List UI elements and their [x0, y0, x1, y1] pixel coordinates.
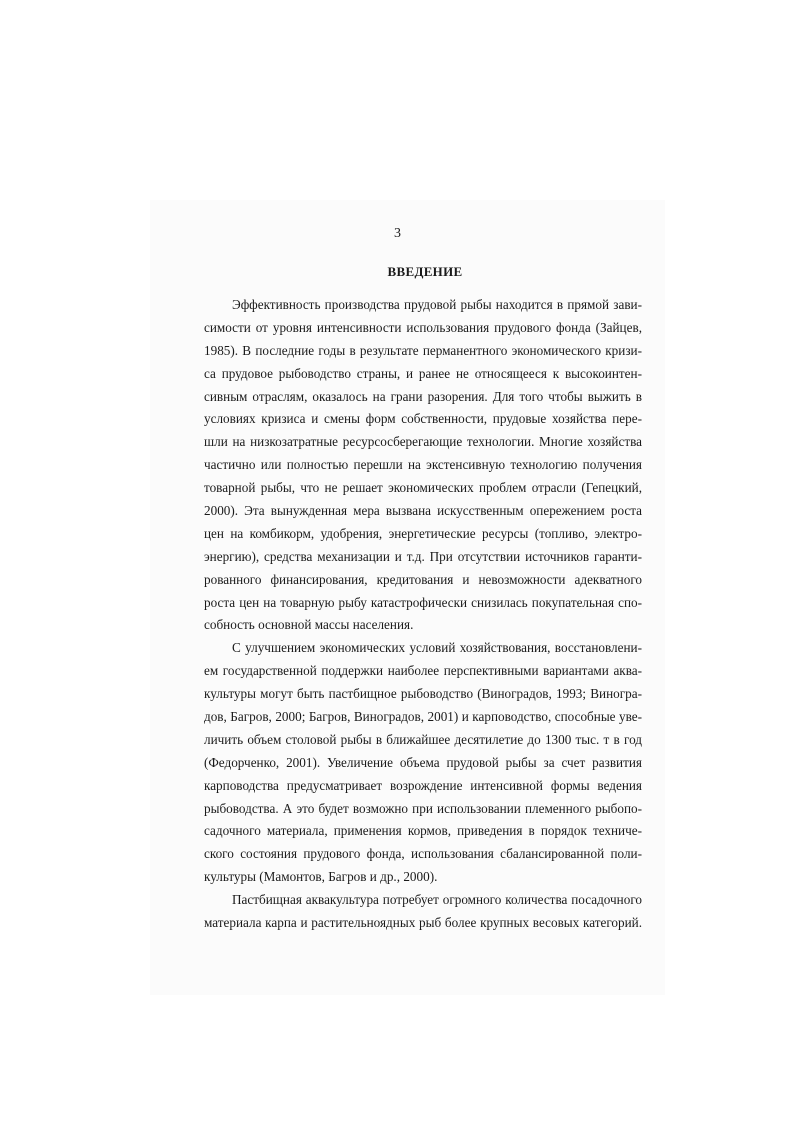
paragraph-1-line: рованного финансирования, кредитования и невозможности адекватного — [204, 571, 642, 587]
paragraph-1-line: роста цен на товарную рыбу катастрофически снизилась покупательная спо- — [204, 594, 642, 610]
paragraph-2-line: садочного материала, применения кормов, приведения в порядок техниче- — [204, 823, 642, 839]
section-heading: ВВЕДЕНИЕ — [387, 264, 463, 279]
paragraph-3-line: Пастбищная аквакультура потребует огромного количества посадочного — [232, 892, 642, 908]
paragraph-2-line: ем государственной поддержки наиболее перспективными вариантами аква- — [204, 663, 642, 679]
paragraph-2-line: культуры (Мамонтов, Багров и др., 2000). — [204, 869, 438, 885]
paragraph-1-line: 2000). Эта вынужденная мера вызвана искусственным опережением роста — [204, 503, 642, 519]
paragraph-3-line: материала карпа и растительноядных рыб более крупных весовых категорий. — [204, 915, 642, 931]
paragraph-1-line: Эффективность производства прудовой рыбы находится в прямой зави- — [232, 297, 642, 312]
paragraph-2-line: личить объем столовой рыбы в ближайшее десятилетие до 1300 тыс. т в год — [204, 731, 642, 747]
paragraph-1-line: сивным отраслям, оказалось на грани разорения. Для того чтобы выжить в — [204, 388, 642, 404]
paragraph-2-line: дов, Багров, 2000; Багров, Виноградов, 2001) и карповодство, способные уве- — [204, 709, 642, 725]
page-number: 3 — [394, 226, 401, 241]
paragraph-1-line: шли на низкозатратные ресурсосберегающие технологии. Многие хозяйства — [204, 434, 642, 450]
body-text — [204, 294, 642, 935]
paragraph-1-line: товарной рыбы, что не решает экономических проблем отрасли (Гепецкий, — [204, 480, 642, 496]
paragraph-1-line: симости от уровня интенсивности использования прудового фонда (Зайцев, — [204, 319, 642, 335]
paragraph-1-line: частично или полностью перешли на экстенсивную технологию получения — [204, 457, 642, 473]
paragraph-1-line: цен на комбикорм, удобрения, энергетические ресурсы (топливо, электро- — [204, 525, 642, 541]
paragraph-1-line: са прудовое рыбоводство страны, и ранее не относящееся к высокоинтен- — [204, 365, 642, 381]
paragraph-2-line: рыбоводства. А это будет возможно при использовании племенного рыбопо- — [204, 800, 642, 816]
paragraph-1-line: собность основной массы населения. — [204, 617, 414, 633]
paragraph-1-line: 1985). В последние годы в результате перманентного экономического кризи- — [204, 342, 642, 358]
paragraph-2-line: С улучшением экономических условий хозяйствования, восстановлени- — [232, 640, 642, 656]
paragraph-2-line: культуры могут быть пастбищное рыбоводство (Виноградов, 1993; Виногра- — [204, 686, 642, 702]
paragraph-1-line: энергию), средства механизации и т.д. При отсутствии источников гаранти- — [204, 548, 642, 564]
paragraph-2-line: ского состояния прудового фонда, использования сбалансированной поли- — [204, 846, 642, 862]
paragraph-1-line: условиях кризиса и смены форм собственности, прудовые хозяйства пере- — [204, 411, 642, 427]
paragraph-2-line: (Федорченко, 2001). Увеличение объема прудовой рыбы за счет развития — [204, 754, 642, 770]
paragraph-2-line: карповодства предусматривает возрождение интенсивной формы ведения — [204, 777, 642, 793]
